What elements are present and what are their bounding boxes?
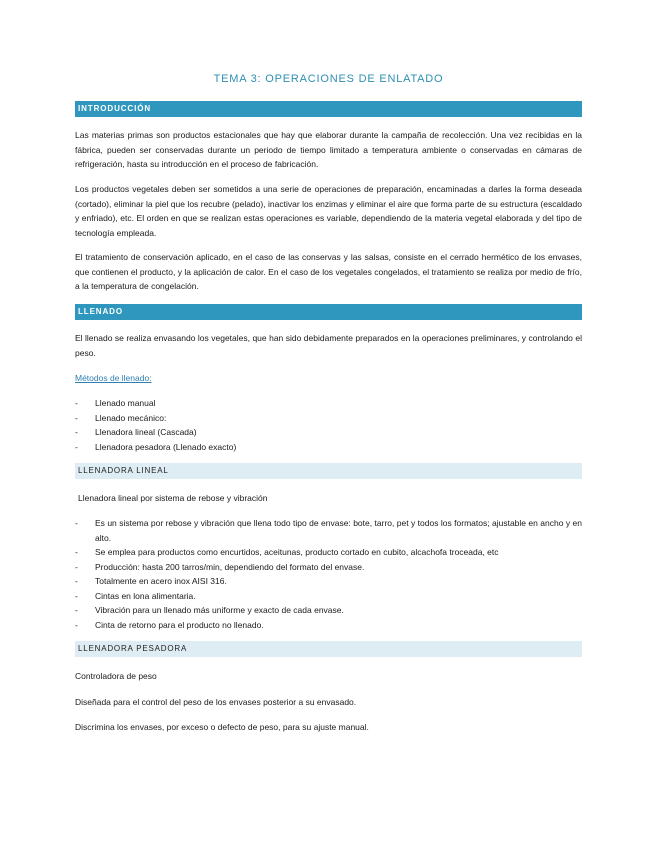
dash-bullet: - [75, 518, 78, 528]
list-item-text: Totalmente en acero inox AISI 316. [95, 576, 227, 586]
list-item [75, 545, 582, 560]
section-heading-llenadora-pesadora: LLENADORA PESADORA [75, 641, 582, 657]
dash-bullet: - [75, 412, 78, 423]
dash-bullet: - [75, 547, 78, 557]
list-item-text: Llenadora lineal (Cascada) [95, 427, 197, 437]
list-item-text: Producción: hasta 200 tarros/min, dependiendo del formato del envase. [95, 561, 365, 572]
methods-list [75, 396, 582, 454]
pesadora-paragraph: Controladora de peso [75, 671, 157, 681]
list-item-text: Es un sistema por rebose y vibración que llena todo tipo de envase: bote, tarro, pet y todos los formatos; ajustable en ancho y en alto. [95, 518, 582, 543]
list-item [75, 574, 582, 589]
dash-bullet: - [75, 619, 78, 630]
dash-bullet: - [75, 441, 78, 452]
section-heading-llenado: LLENADO [75, 304, 582, 320]
list-item-text: Se emplea para productos como encurtidos, aceitunas, producto cortado en cubito, alcachofa troceada, etc [95, 547, 499, 557]
list-item-text: Vibración para un llenado más uniforme y exacto de cada envase. [95, 605, 344, 615]
list-item [75, 411, 582, 426]
list-item-text: Cinta de retorno para el producto no llenado. [95, 619, 264, 630]
dash-bullet: - [75, 561, 78, 572]
dash-bullet: - [75, 605, 78, 615]
list-item [75, 440, 582, 455]
dash-bullet: - [75, 427, 78, 437]
lineal-features-list [75, 516, 582, 632]
list-item-text: Llenadora pesadora (Llenado exacto) [95, 441, 237, 452]
list-item [75, 516, 582, 545]
document-title: TEMA 3: OPERACIONES DE ENLATADO [213, 73, 444, 85]
pesadora-paragraph: Discrimina los envases, por exceso o defecto de peso, para su ajuste manual. [75, 722, 369, 732]
section-heading-introduccion: INTRODUCCIÓN [75, 101, 582, 117]
list-item [75, 589, 582, 604]
intro-paragraph: El tratamiento de conservación aplicado, en el caso de las conservas y las salsas, consiste en el cerrado hermético de los envases, que contienen el producto, y la aplicación de calor. En el caso de los vegetales congelados, el tratamiento se realiza por medio de frío, a la temperatura de congelación. [75, 252, 582, 291]
dash-bullet: - [75, 398, 78, 408]
list-item-text: Cintas en lona alimentaria. [95, 590, 196, 601]
list-item [75, 603, 582, 618]
list-item-text: Llenado manual [95, 398, 156, 408]
list-item [75, 396, 582, 411]
lineal-intro: Llenadora lineal por sistema de rebose y vibración [78, 493, 268, 503]
list-item-text: Llenado mecánico: [95, 412, 167, 423]
intro-paragraph: Las materias primas son productos estacionales que hay que elaborar durante la campaña de recolección. Una vez recibidas en la fábrica, pueden ser conservadas durante un periodo de tiempo limitado a temperatura ambiente o conservadas en cámaras de refrigeración, hasta su introducción en el proceso de fabricación. [75, 130, 582, 169]
dash-bullet: - [75, 576, 78, 586]
intro-paragraph: Los productos vegetales deben ser sometidos a una serie de operaciones de preparación, encaminadas a darles la forma deseada (cortado), eliminar la piel que los recubre (pelado), inactivar los enzimas y eliminar el aire que forma parte de su estructura (escaldado y enfriado), etc. El orden en que se realizan estas operaciones es variable, dependiendo de la materia vegetal elaborada y del tipo de tecnología empleada. [75, 184, 582, 238]
llenado-paragraph: El llenado se realiza envasando los vegetales, que han sido debidamente preparados en la operaciones preliminares, y controlando el peso. [75, 333, 582, 358]
pesadora-paragraph: Diseñada para el control del peso de los envases posterior a su envasado. [75, 697, 357, 707]
list-item [75, 560, 582, 575]
list-item [75, 618, 582, 633]
methods-label: Métodos de llenado: [75, 373, 152, 383]
section-heading-llenadora-lineal: LLENADORA LINEAL [75, 463, 582, 479]
list-item [75, 425, 582, 440]
dash-bullet: - [75, 590, 78, 601]
